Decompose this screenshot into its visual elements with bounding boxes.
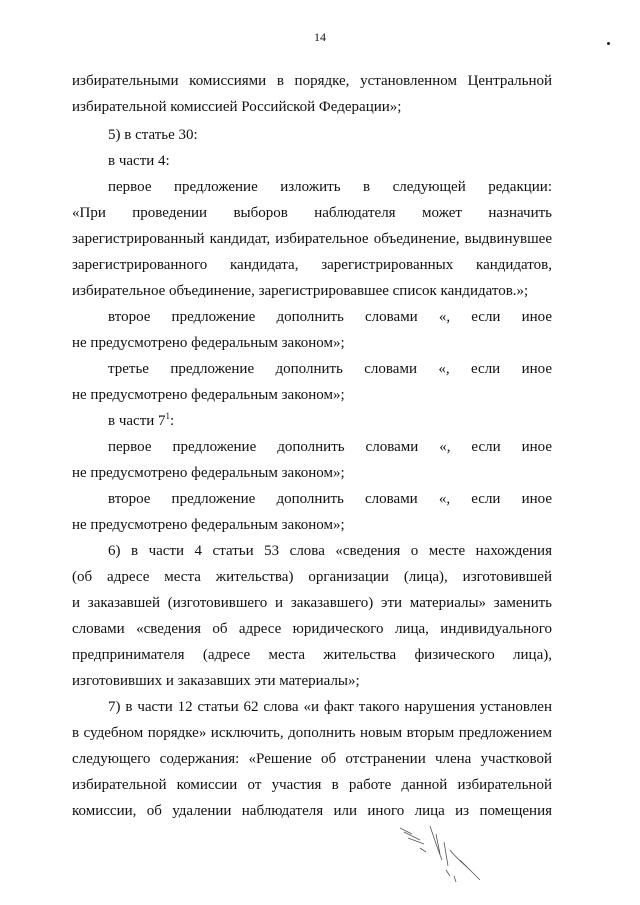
text-line: предпринимателя (адресе места жительства физического лица), — [72, 647, 552, 663]
text-line: (об адресе места жительства) организации (лица), изготовившей — [72, 569, 552, 585]
text-line: третье предложение дополнить словами «, если иное — [108, 361, 552, 377]
text-line: избирательной комиссии от участия в работе данной избирательной — [72, 777, 552, 793]
text-line: первое предложение дополнить словами «, если иное — [108, 439, 552, 455]
scan-dot-mark — [607, 42, 610, 45]
text-line: изготовивших и заказавших эти материалы»; — [72, 673, 360, 689]
text-line: и заказавшей (изготовившего и заказавшего) эти материалы» заменить — [72, 595, 552, 611]
text-line: 6) в части 4 статьи 53 слова «сведения о месте нахождения — [108, 543, 552, 559]
text-line: «При проведении выборов наблюдателя может назначить — [72, 205, 552, 221]
text-line — [108, 412, 552, 430]
text-line: 7) в части 12 статьи 62 слова «и факт такого нарушения установлен — [108, 699, 552, 715]
text-line: зарегистрированный кандидат, избирательное объединение, выдвинувшее — [72, 231, 552, 247]
text-line: первое предложение изложить в следующей редакции: — [108, 179, 552, 195]
text-line: избирательное объединение, зарегистрировавшее список кандидатов.»; — [72, 283, 529, 299]
text-line: зарегистрированного кандидата, зарегистрированных кандидатов, — [72, 257, 552, 273]
text-line: в судебном порядке» исключить, дополнить новым вторым предложением — [72, 725, 552, 741]
text-line: не предусмотрено федеральным законом»; — [72, 387, 345, 403]
text-line: в части 4: — [108, 153, 170, 169]
text-line: избирательными комиссиями в порядке, установленном Центральной — [72, 73, 552, 89]
part7-label: в части 7 — [108, 413, 166, 429]
text-line: не предусмотрено федеральным законом»; — [72, 517, 345, 533]
text-line: комиссии, об удалении наблюдателя или иного лица из помещения — [72, 803, 552, 819]
text-line: не предусмотрено федеральным законом»; — [72, 465, 345, 481]
part7-colon: : — [170, 413, 175, 429]
text-line: не предусмотрено федеральным законом»; — [72, 335, 345, 351]
part7-superscript: 1 — [165, 411, 171, 421]
text-line: второе предложение дополнить словами «, если иное — [108, 491, 552, 507]
text-line: 5) в статье 30: — [108, 127, 198, 143]
text-line: словами «сведения об адресе юридического лица, индивидуального — [72, 621, 552, 637]
text-line: избирательной комиссией Российской Федерации»; — [72, 99, 402, 115]
signature-scribble — [390, 820, 500, 890]
page-number: 14 — [314, 30, 326, 44]
text-line: второе предложение дополнить словами «, если иное — [108, 309, 552, 325]
text-line: следующего содержания: «Решение об отстранении члена участковой — [72, 751, 552, 767]
